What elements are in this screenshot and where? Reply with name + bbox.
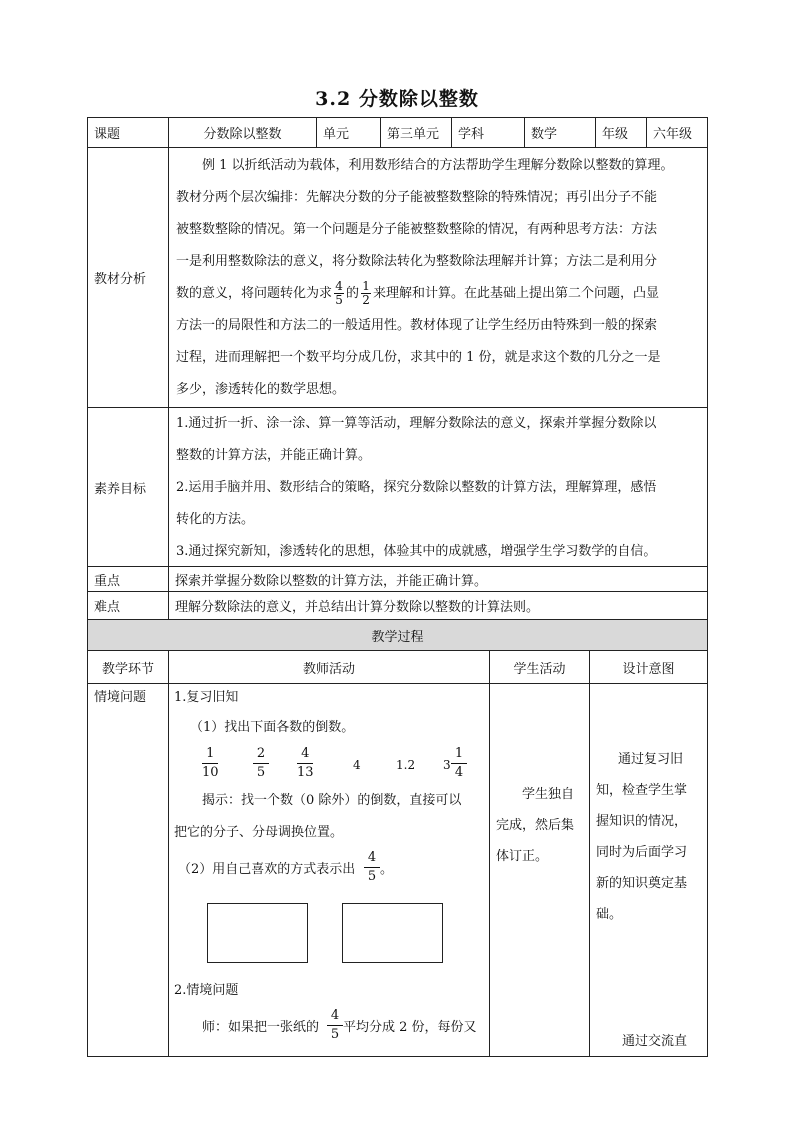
review-heading: 1.复习旧知 <box>174 690 239 705</box>
num-two-fifths: 2 5 <box>253 746 269 781</box>
process-banner: 教学过程 <box>87 619 708 651</box>
reciprocal-rule-line2: 把它的分子、分母调换位置。 <box>174 825 344 840</box>
process-stage-label: 情境问题 <box>94 690 147 705</box>
scenario-fraction: 4 5 <box>327 1008 343 1043</box>
num-four-thirteenths: 4 13 <box>297 746 314 780</box>
student-activity-text: 学生独自 完成，然后集 体订正。 <box>496 787 575 864</box>
design-intent-next: 通过交流直 <box>622 1034 688 1049</box>
process-stage-cell <box>87 683 169 1057</box>
scenario-heading: 2.情境问题 <box>174 983 239 998</box>
page-title: 3.2 分数除以整数 <box>315 88 479 110</box>
represent-task: （2）用自己喜欢的方式表示出 <box>178 862 356 877</box>
reciprocal-rule-line1: 揭示：找一个数（0 除外）的倒数，直接可以 <box>202 793 462 808</box>
process-header-student: 学生活动 <box>489 650 590 684</box>
process-header-teacher: 教师活动 <box>168 650 490 684</box>
represent-fraction: 4 5 <box>364 850 380 885</box>
analysis-label-cell: 教材分析 <box>87 147 169 408</box>
goals-text: 1.通过折一折、涂一涂、算一算等活动，理解分数除法的意义，探索并掌握分数除以 整数的计算方法，并能正确计算。 2.运用手脑并用、数形结合的策略，探究分数除以整数的计算方法，理解算理，感悟 转化的方法。 3.通过探究新知，渗透转化的思想，体验其中的成就感，增强学生学习数学的自信。 <box>176 416 657 559</box>
goals-label-cell: 素养目标 <box>87 407 169 567</box>
represent-task-end: 。 <box>380 862 394 877</box>
design-intent-text: 通过复习旧 知，检查学生掌 握知识的情况， 同时为后面学习 新的知识奠定基 础。 <box>596 752 688 922</box>
drawing-box-left <box>207 903 308 963</box>
header-cell-discipline: 数学 <box>524 117 596 148</box>
header-cell-grade: 六年级 <box>646 117 708 148</box>
key-content-cell: 探索并掌握分数除以整数的计算方法，并能正确计算。 <box>168 566 708 592</box>
header-cell-subject: 分数除以整数 <box>168 117 317 148</box>
header-cell-grade-label: 年级 <box>595 117 647 148</box>
num-mixed-whole: 3 <box>443 758 451 772</box>
process-header-stage: 教学环节 <box>87 650 169 684</box>
scenario-text-b: 平均分成 2 份，每份又 <box>343 1020 477 1035</box>
num-four: 4 <box>353 758 361 772</box>
process-header-intent: 设计意图 <box>589 650 708 684</box>
fraction-four-fifths: $\frac{4}{5}$ <box>335 279 343 307</box>
header-cell-discipline-label: 学科 <box>451 117 525 148</box>
key-label-cell: 重点 <box>87 566 169 592</box>
difficult-content-cell: 理解分数除法的意义，并总结出计算分数除以整数的计算法则。 <box>168 591 708 620</box>
header-cell-unit: 第三单元 <box>380 117 452 148</box>
num-mixed-fraction: 1 4 <box>451 746 467 781</box>
reciprocal-task: （1）找出下面各数的倒数。 <box>190 720 355 735</box>
num-one-point-two: 1.2 <box>396 758 416 772</box>
drawing-box-right <box>342 903 443 963</box>
difficult-label-cell: 难点 <box>87 591 169 620</box>
analysis-text: 例 1 以折纸活动为载体，利用数形结合的方法帮助学生理解分数除以整数的算理。 教材分两个层次编排：先解决分数的分子能被整数整除的特殊情况；再引出分子不能 被整数整除的情况。第一个问题是分子能被整数整除的情况，有两种思考方法：方法 一是利用整数除法的意义，将分数除法转化为整数除法理解并计算；方法二是利用分 数的意义，将问题转化为求 $\frac{4}{5}$ 的 $\frac{1}{2}$ 来理解和计算。在此基础上提出第二个问题，凸显 方法一的局限性和方法二的一般适用性。教材体现了让学生经历由特殊到一般的探索 过程，进而理解把一个数平均分成几份，求其中的 1 份，就是求这个数的几分之一是 多少，渗透转化的数学思想。 <box>176 158 674 397</box>
header-cell-unit-label: 单元 <box>316 117 381 148</box>
scenario-text-a: 师：如果把一张纸的 <box>202 1020 320 1035</box>
header-cell-subject-label: 课题 <box>87 117 169 148</box>
fraction-one-half: $\frac{1}{2}$ <box>362 279 370 307</box>
num-one-tenth: 1 10 <box>202 746 219 780</box>
